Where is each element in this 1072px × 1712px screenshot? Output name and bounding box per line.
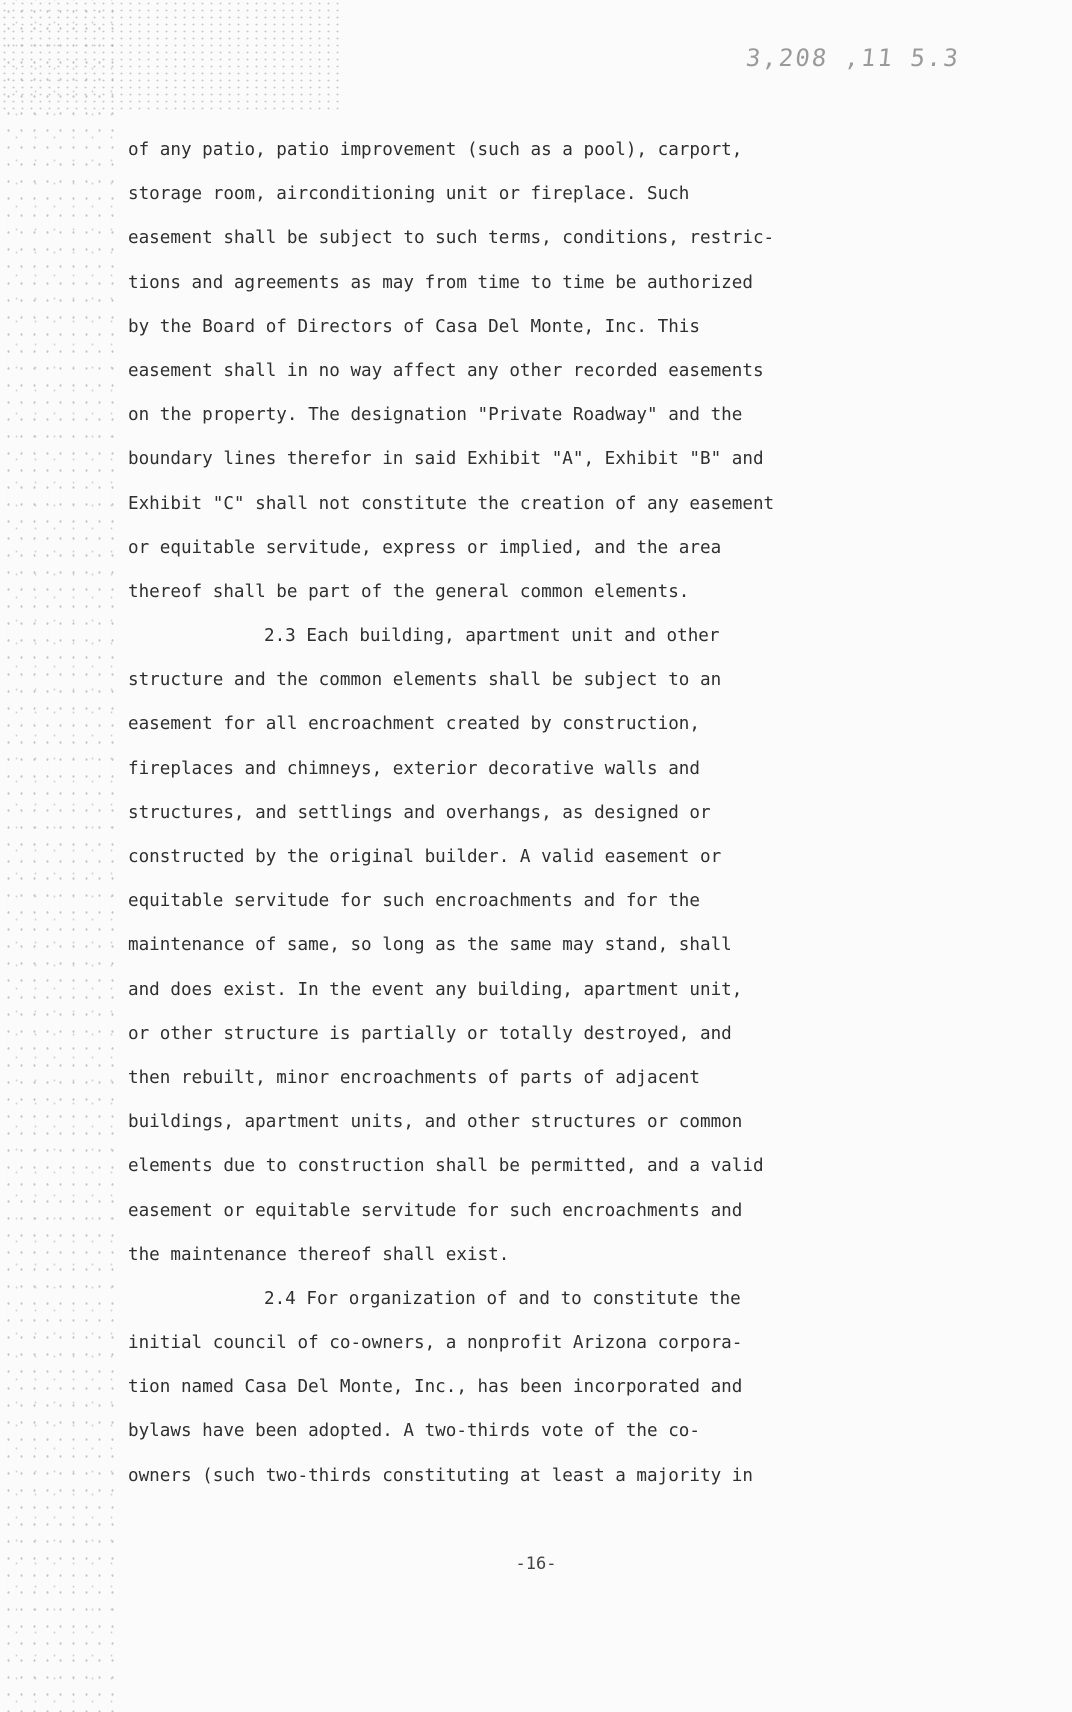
document-number: 3,208 ,11 5.3 <box>744 44 962 72</box>
text-line: structure and the common elements shall be subject to an <box>128 670 722 691</box>
text-line: of any patio, patio improvement (such as a pool), carport, <box>128 140 743 160</box>
text-line: structures, and settlings and overhangs, as designed or <box>128 802 711 823</box>
text-line: Exhibit "C" shall not constitute the creation of any easement <box>128 493 775 514</box>
text-line: tions and agreements as may from time to time be authorized <box>128 272 753 293</box>
paragraph-2-3 <box>128 614 968 1277</box>
text-line: bylaws have been adopted. A two-thirds vote of the co- <box>128 1421 700 1442</box>
text-line: elements due to construction shall be permitted, and a valid <box>128 1156 764 1177</box>
text-line: tion named Casa Del Monte, Inc., has been incorporated and <box>128 1377 743 1398</box>
text-line: by the Board of Directors of Casa Del Monte, Inc. This <box>128 316 700 337</box>
text-line: storage room, airconditioning unit or fireplace. Such <box>128 184 690 205</box>
paragraph-2-2-continued <box>128 128 968 614</box>
text-line: equitable servitude for such encroachments and for the <box>128 891 700 912</box>
text-line: on the property. The designation "Private Roadway" and the <box>128 405 743 426</box>
text-line: thereof shall be part of the general common elements. <box>128 581 690 602</box>
text-line: initial council of co-owners, a nonprofit Arizona corpora- <box>128 1333 743 1354</box>
text-line: boundary lines therefor in said Exhibit "A", Exhibit "B" and <box>128 449 764 470</box>
text-line: then rebuilt, minor encroachments of parts of adjacent <box>128 1067 700 1088</box>
text-line: or equitable servitude, express or implied, and the area <box>128 537 722 558</box>
text-line: maintenance of same, so long as the same may stand, shall <box>128 935 732 956</box>
scan-noise-margin <box>0 0 115 1712</box>
page-number: -16- <box>515 1554 557 1574</box>
scan-noise-header <box>0 0 340 110</box>
text-line: easement or equitable servitude for such encroachments and <box>128 1200 743 1221</box>
text-line: constructed by the original builder. A valid easement or <box>128 847 722 867</box>
text-line: fireplaces and chimneys, exterior decorative walls and <box>128 758 700 779</box>
document-body <box>128 128 968 1498</box>
text-line: or other structure is partially or totally destroyed, and <box>128 1023 732 1044</box>
paragraph-first-line: 2.3 Each building, apartment unit and other <box>264 626 720 647</box>
text-line: and does exist. In the event any building, apartment unit, <box>128 979 743 1000</box>
text-line: the maintenance thereof shall exist. <box>128 1244 510 1265</box>
paragraph-first-line: 2.4 For organization of and to constitute the <box>264 1288 741 1309</box>
text-line: easement for all encroachment created by construction, <box>128 714 700 735</box>
paragraph-2-4 <box>128 1277 968 1498</box>
text-line: owners (such two-thirds constituting at least a majority in <box>128 1465 753 1486</box>
text-line: buildings, apartment units, and other structures or common <box>128 1112 743 1133</box>
text-line: easement shall in no way affect any other recorded easements <box>128 360 764 381</box>
text-line: easement shall be subject to such terms, conditions, restric- <box>128 228 775 249</box>
